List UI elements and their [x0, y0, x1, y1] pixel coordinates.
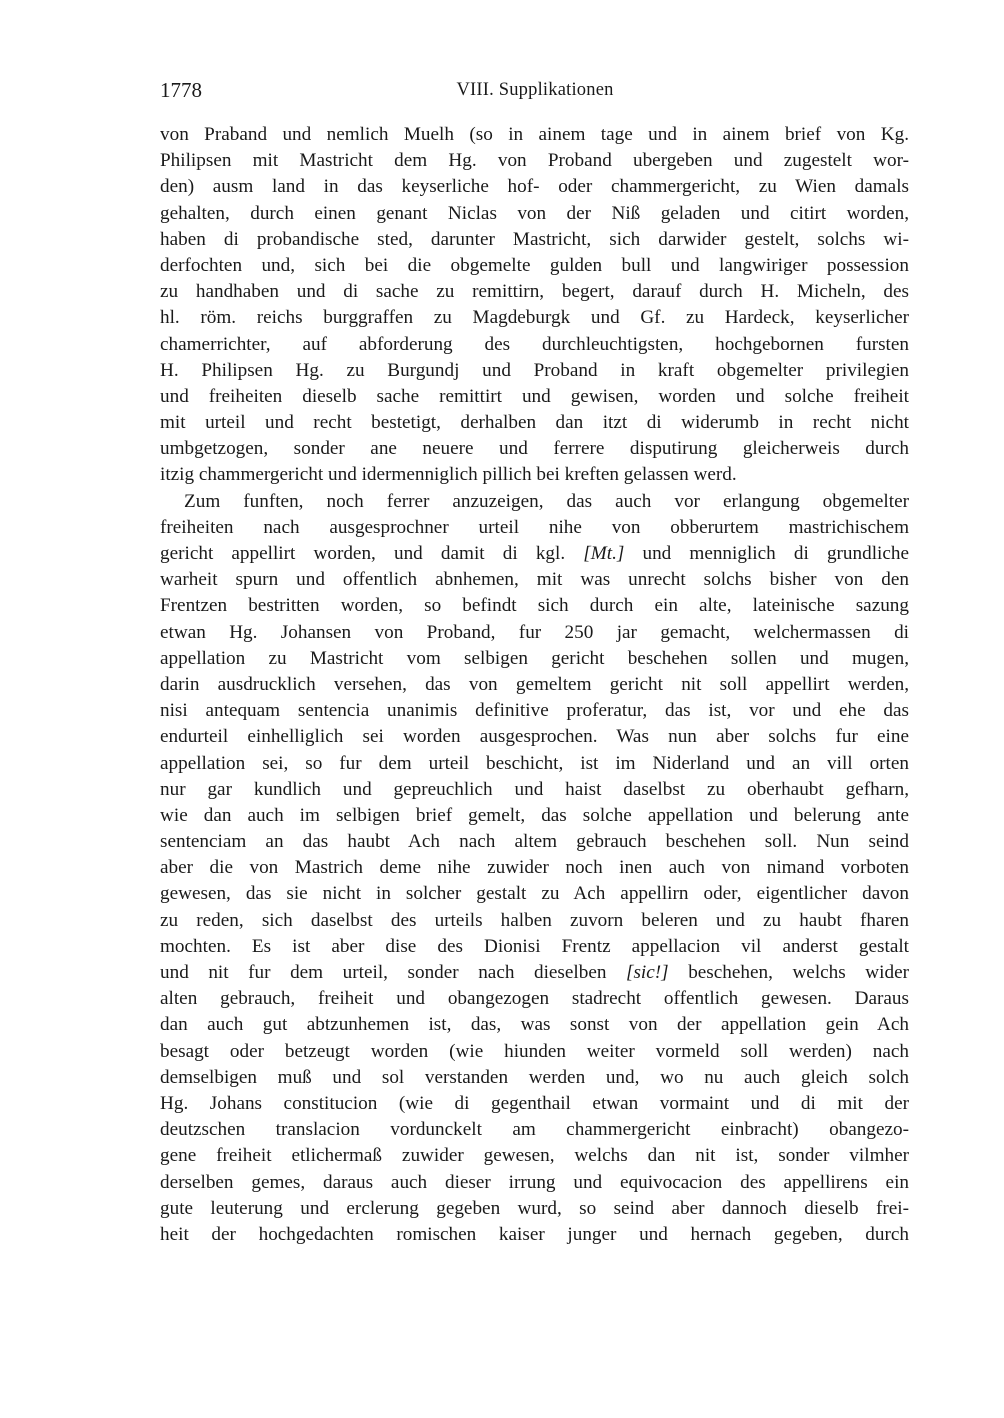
text-segment: gene freiheit etlichermaß zuwider gewesen, welchs dan nit ist, sonder vilmher — [160, 1145, 909, 1167]
text-segment: appellation sei, so fur dem urteil beschicht, ist im Niderland und an vill orten — [160, 752, 909, 774]
text-line — [160, 410, 909, 436]
body-text — [160, 122, 909, 1248]
text-segment: demselbigen muß und sol verstanden werden und, wo nu auch gleich solch — [160, 1066, 909, 1088]
text-line — [160, 148, 909, 174]
text-line — [160, 541, 909, 567]
text-segment: endurteil einhelliglich sei worden ausgesprochen. Was nun aber solchs fur eine — [160, 726, 909, 748]
text-segment: umbgetzogen, sonder ane neuere und ferrere disputirung gleicherweis durch — [160, 438, 909, 460]
text-line — [160, 174, 909, 200]
text-line — [160, 829, 909, 855]
text-line — [160, 305, 909, 331]
text-segment: alten gebrauch, freiheit und obangezogen stadrecht offentlich gewesen. Daraus — [160, 988, 909, 1010]
text-line — [160, 960, 909, 986]
running-title: VIII. Supplikationen — [456, 80, 614, 100]
text-line — [160, 751, 909, 777]
text-segment: darin ausdrucklich versehen, das von gemeltem gericht nit soll appellirt werden, — [160, 673, 909, 695]
text-segment: Hg. Johans constitucion (wie di gegenthail etwan vormaint und di mit der — [160, 1092, 909, 1114]
text-line — [160, 855, 909, 881]
text-segment: besagt oder betzeugt worden (wie hiunden weiter vormeld soll werden) nach — [160, 1040, 909, 1062]
text-line — [160, 908, 909, 934]
text-segment: haben di probandische sted, darunter Mastricht, sich darwider gestelt, solchs wi- — [160, 228, 909, 250]
text-segment: mochten. Es ist aber dise des Dionisi Frentz appellacion vil anderst gestalt — [160, 935, 909, 957]
text-segment: dan auch gut abtzunhemen ist, das, was sonst von der appellation gein Ach — [160, 1014, 909, 1036]
text-line — [160, 1196, 909, 1222]
text-line — [160, 201, 909, 227]
text-line — [160, 934, 909, 960]
text-line — [160, 777, 909, 803]
text-segment: nur gar kundlich und gepreuchlich und haist daselbst zu oberhaubt gefharn, — [160, 778, 909, 800]
text-line — [160, 253, 909, 279]
text-line — [160, 1170, 909, 1196]
text-line — [160, 1039, 909, 1065]
text-line — [160, 567, 909, 593]
text-segment: appellation zu Mastricht vom selbigen gericht beschehen sollen und mugen, — [160, 647, 909, 669]
text-line — [160, 515, 909, 541]
text-line — [160, 986, 909, 1012]
text-segment: und menniglich di grundliche — [624, 543, 909, 564]
text-line — [160, 698, 909, 724]
page-number: 1778 — [160, 78, 202, 102]
text-segment: aber die von Mastrich deme nihe zuwider noch inen auch von nimand vorboten — [160, 857, 909, 879]
text-line — [160, 436, 909, 462]
text-segment: H. Philipsen Hg. zu Burgundj und Proband in kraft obgemelter privilegien — [160, 359, 909, 381]
text-segment: gute leuterung und erclerung gegeben wurd, so seind aber dannoch dieselb frei- — [160, 1197, 909, 1219]
text-line — [160, 881, 909, 907]
text-line — [160, 1117, 909, 1143]
text-segment: gewesen, das sie nicht in solcher gestalt zu Ach appellirn oder, eigentlicher davon — [160, 883, 909, 905]
text-segment: chamerrichter, auf abforderung des durchleuchtigsten, hochgebornen fursten — [160, 333, 909, 355]
text-segment: Philipsen mit Mastricht dem Hg. von Proband ubergeben und zugestelt wor- — [160, 150, 909, 172]
text-segment: zu reden, sich daselbst des urteils halben zuvorn beleren und zu haubt fharen — [160, 909, 909, 931]
text-segment: und nit fur dem urteil, sonder nach dieselben — [160, 962, 626, 983]
running-head — [160, 78, 910, 108]
text-segment: zu handhaben und di sache zu remittirn, begert, darauf durch H. Micheln, des — [160, 281, 909, 303]
text-segment: sentenciam an das haubt Ach nach altem gebrauch beschehen soll. Nun seind — [160, 831, 909, 853]
text-line — [160, 227, 909, 253]
text-segment: deutzschen translacion vordunckelt am chammergericht einbracht) obangezo- — [160, 1119, 909, 1141]
text-line — [160, 1065, 909, 1091]
text-segment: und freiheiten dieselb sache remittirt und gewisen, worden und solche freiheit — [160, 385, 909, 407]
text-segment: beschehen, welchs wider — [668, 962, 909, 983]
text-segment: freiheiten nach ausgesprochner urteil nihe von obberurtem mastrichischem — [160, 516, 909, 538]
text-line — [160, 384, 909, 410]
text-line — [160, 1091, 909, 1117]
text-segment: warheit spurn und offentlich abnhemen, mit was unrecht solchs bisher von den — [160, 569, 909, 591]
text-line — [160, 332, 909, 358]
text-line — [160, 620, 909, 646]
editorial-note: [Mt.] — [583, 543, 625, 564]
text-segment: den) ausm land in das keyserliche hof- oder chammergericht, zu Wien damals — [160, 176, 909, 198]
text-segment: etwan Hg. Johansen von Proband, fur 250 jar gemacht, welchermassen di — [160, 621, 909, 643]
text-line — [160, 672, 909, 698]
text-segment: nisi antequam sentencia unanimis definitive proferatur, das ist, vor und ehe das — [160, 700, 909, 722]
text-segment: itzig chammergericht und idermenniglich pillich bei kreften gelassen werd. — [160, 464, 737, 486]
text-segment: Zum funften, noch ferrer anzuzeigen, das auch vor erlangung obgemelter — [184, 490, 909, 512]
text-line — [160, 1012, 909, 1038]
text-segment: derfochten und, sich bei die obgemelte gulden bull und langwiriger possession — [160, 254, 909, 276]
text-segment: gericht appellirt worden, und damit di kgl. — [160, 543, 584, 564]
text-segment: derselben gemes, daraus auch dieser irrung und equivocacion des appellirens ein — [160, 1171, 909, 1193]
text-line — [160, 489, 909, 515]
text-line — [160, 462, 909, 488]
text-line — [160, 279, 909, 305]
text-line — [160, 593, 909, 619]
text-line — [160, 122, 909, 148]
text-segment: von Praband und nemlich Muelh (so in ainem tage und in ainem brief von Kg. — [160, 124, 909, 145]
text-line — [160, 358, 909, 384]
text-segment: heit der hochgedachten romischen kaiser junger und hernach gegeben, durch — [160, 1223, 909, 1245]
text-segment: gehalten, durch einen genant Niclas von der Niß geladen und citirt worden, — [160, 202, 909, 224]
text-line — [160, 1143, 909, 1169]
editorial-note: [sic!] — [626, 962, 669, 983]
text-segment: mit urteil und recht bestetigt, derhalben dan itzt di widerumb in recht nicht — [160, 412, 909, 434]
text-segment: hl. röm. reichs burggraffen zu Magdeburgk und Gf. zu Hardeck, keyserlicher — [160, 307, 909, 329]
text-line — [160, 646, 909, 672]
text-line — [160, 724, 909, 750]
text-segment: Frentzen bestritten worden, so befindt sich durch ein alte, lateinische sazung — [160, 595, 909, 617]
text-segment: wie dan auch im selbigen brief gemelt, das solche appellation und belerung ante — [160, 804, 909, 826]
text-line — [160, 803, 909, 829]
text-line — [160, 1222, 909, 1248]
